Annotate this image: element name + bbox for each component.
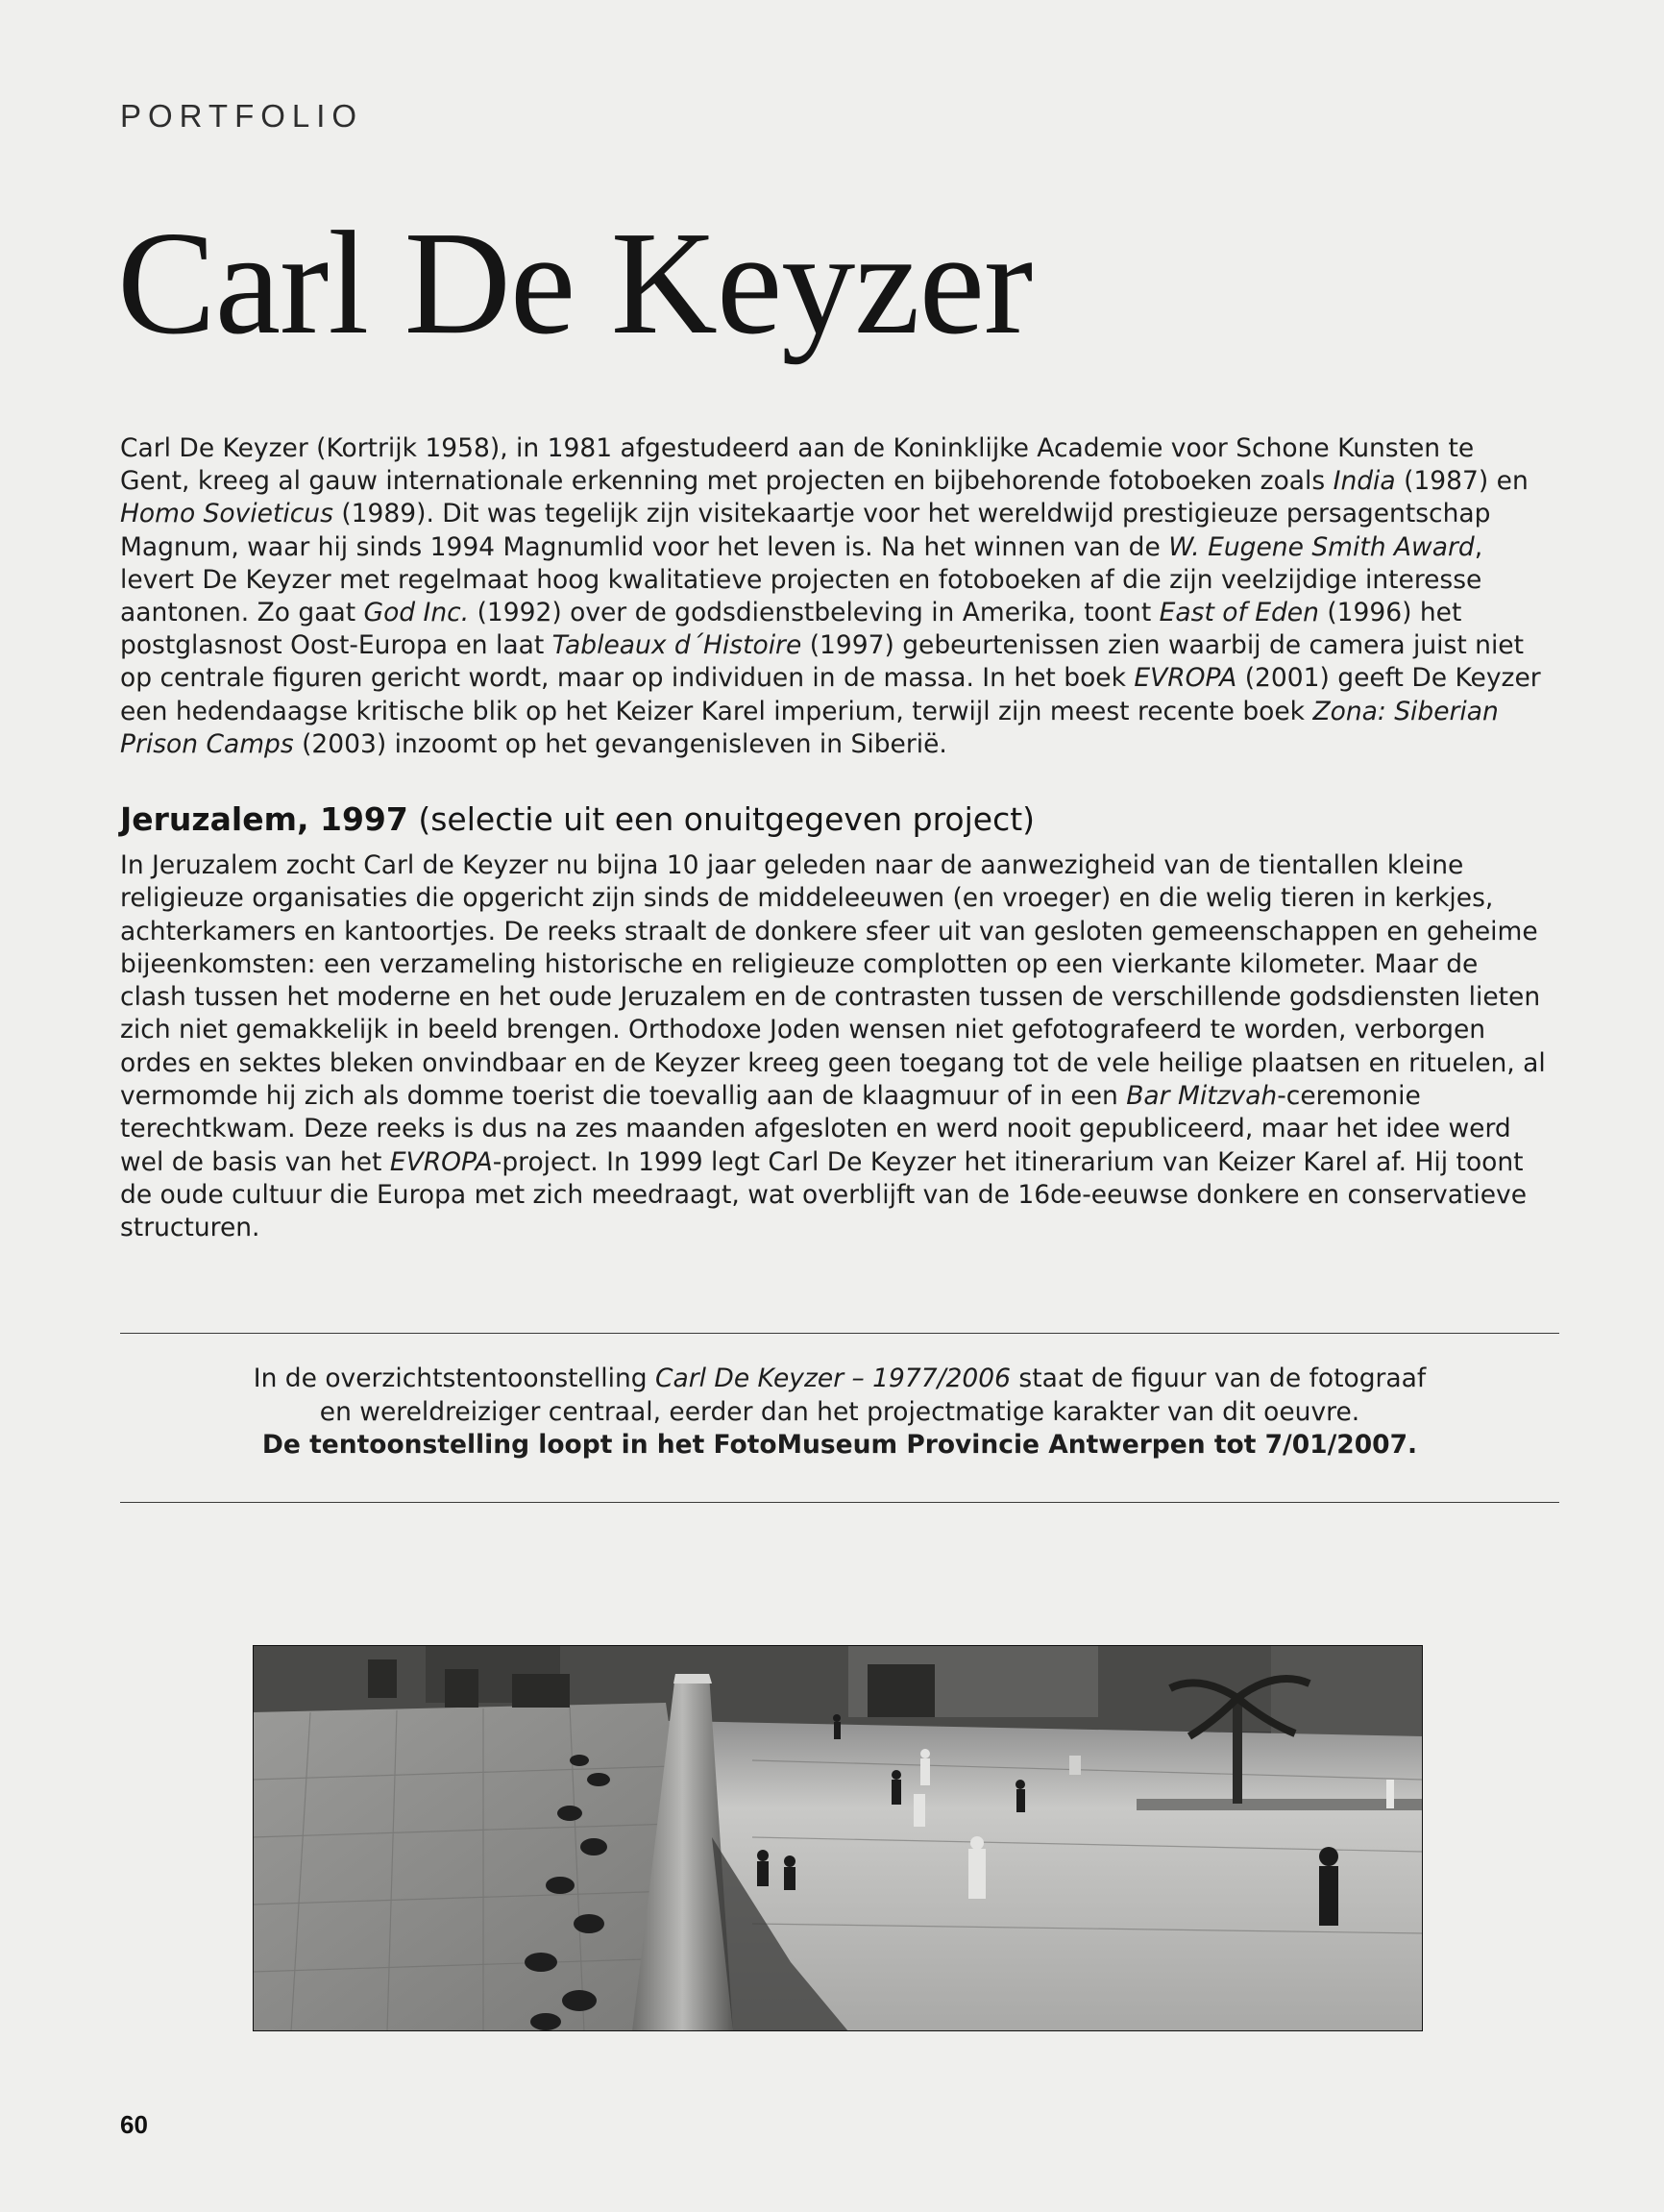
text-span: In Jeruzalem zocht Carl de Keyzer nu bijna 10 jaar geleden naar de aanwezigheid van de tientallen kleine religieuze organisaties die opgericht zijn sinds de middeleeuwen (en vroeger) en die welig tieren in kerkjes, achterkamers en kantoortjes. De reeks straalt de donkere sfeer uit van gesloten gemeenschappen en geheime bijeenkomsten: een verzameling historische en religieuze complotten op een vierkante kilometer. Maar de clash tussen het moderne en het oude Jeruzalem en de contrasten tussen de verschillende godsdiensten lieten zich niet gemakkelijk in beeld brengen. Orthodoxe Joden wensen niet gefotografeerd te worden, verborgen ordes en sektes bleken onvindbaar en de Keyzer kreeg geen toegang tot de vele heilige plaatsen en rituelen, al vermomde hij zich als domme toerist die toevallig aan de klaagmuur of in een xyxy=(120,850,1546,1112)
text-span: (1997) gebeurtenissen zien waarbij de camera juist niet op centrale figuren gericht wordt, maar op individuen in de massa. In het boek xyxy=(120,630,1524,694)
panoramic-photo xyxy=(253,1645,1423,2031)
section-heading xyxy=(120,800,1035,838)
note-line-3: De tentoonstelling loopt in het FotoMuseum Provincie Antwerpen tot 7/01/2007. xyxy=(261,1430,1418,1460)
section-label: PORTFOLIO xyxy=(120,98,364,134)
note-line-2: en wereldreiziger centraal, eerder dan het projectmatige karakter van dit oeuvre. xyxy=(319,1396,1360,1427)
italic-title-span: East of Eden xyxy=(1159,598,1319,628)
text-span: (2001) geeft De Keyzer een hedendaagse kritische blik op het Keizer Karel imperium, terwijl zijn meest recente boek xyxy=(120,663,1541,726)
text-span: (2003) inzoomt op het gevangenisleven in Siberië. xyxy=(293,728,947,759)
section-heading-rest: (selectie uit een onuitgegeven project) xyxy=(407,800,1036,838)
text-span: (1992) over de godsdienstbeleving in Amerika, toont xyxy=(469,598,1160,628)
italic-title-span: Tableaux d´Histoire xyxy=(551,630,802,661)
note-line-1: In de overzichtstentoonstelling Carl De Keyzer – 1977/2006 staat de figuur van de fotograaf xyxy=(253,1364,1427,1393)
page-number: 60 xyxy=(120,2110,148,2139)
text-span: (1989). Dit was tegelijk zijn visitekaartje voor het wereldwijd prestigieuze persagentschap Magnum, waar hij sinds 1994 Magnumlid voor het leven is. Na het winnen van de xyxy=(120,499,1491,562)
italic-title-span: EVROPA xyxy=(389,1146,493,1177)
body-paragraph xyxy=(120,849,1547,1245)
section-heading-bold: Jeruzalem, 1997 xyxy=(120,800,408,838)
text-span: -project. In 1999 legt Carl De Keyzer het itinerarium van Keizer Karel af. Hij toont de oude cultuur die Europa met zich meedraagt, wat overblijft van de 16de-eeuwse donkere en conservatieve structuren. xyxy=(120,1146,1528,1243)
italic-title-span: Zona: Siberian Prison Camps xyxy=(120,696,1499,759)
italic-title-span: W. Eugene Smith Award xyxy=(1168,531,1475,562)
photo-illustration xyxy=(253,1645,1423,2031)
divider-bottom xyxy=(120,1502,1559,1503)
italic-title-span: Bar Mitzvah xyxy=(1126,1081,1278,1112)
bio-paragraph xyxy=(120,432,1547,761)
exhibition-note xyxy=(120,1363,1559,1462)
text-span: (1996) het postglasnost Oost-Europa en laat xyxy=(120,598,1462,661)
italic-title-span: India xyxy=(1333,466,1396,497)
text-span: (1987) en xyxy=(1395,466,1529,497)
divider-top xyxy=(120,1333,1559,1334)
text-span: -ceremonie terechtkwam. Deze reeks is dus na zes maanden afgesloten en werd nooit gepubliceerd, maar het idee werd wel de basis van het xyxy=(120,1081,1511,1177)
italic-title-span: EVROPA xyxy=(1134,663,1237,694)
text-span: Carl De Keyzer (Kortrijk 1958), in 1981 afgestudeerd aan de Koninklijke Academie voor Schone Kunsten te Gent, kreeg al gauw internationale erkenning met projecten en bijbehorende fotoboeken zoals xyxy=(120,433,1475,497)
text-span: , levert De Keyzer met regelmaat hoog kwalitatieve projecten en fotoboeken af die zijn veelzijdige interesse aantonen. Zo gaat xyxy=(120,531,1483,628)
italic-title-span: God Inc. xyxy=(363,598,470,628)
page-title: Carl De Keyzer xyxy=(117,202,1033,365)
italic-title-span: Homo Sovieticus xyxy=(120,499,333,529)
